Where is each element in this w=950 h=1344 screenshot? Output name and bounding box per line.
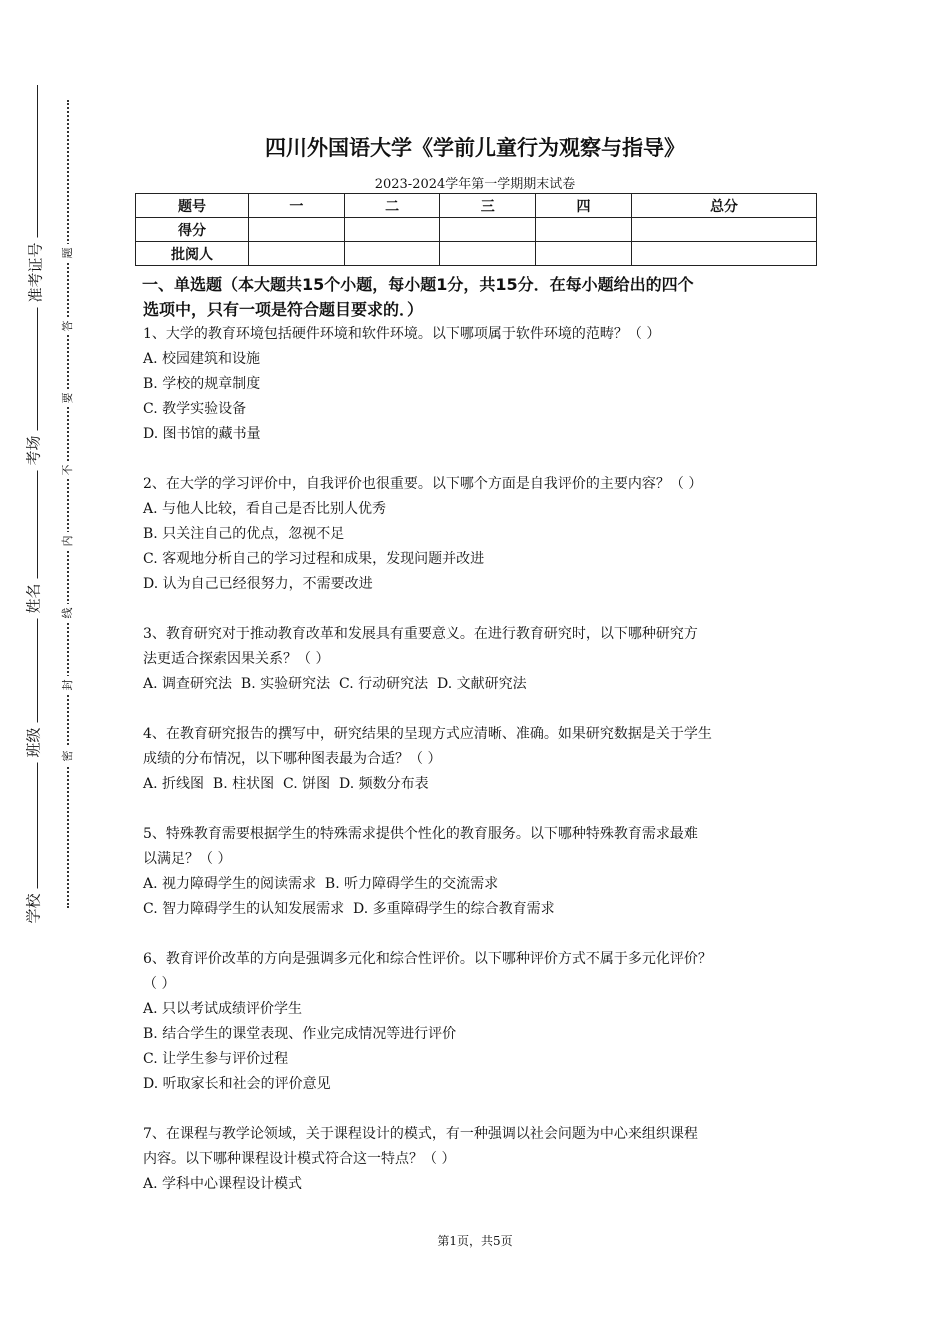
section-heading	[143, 272, 823, 322]
seal-char: 线	[59, 604, 75, 622]
reviewer-cell[interactable]	[344, 242, 440, 266]
answer-option[interactable]: A. 与他人比较，看自己是否比别人优秀	[143, 501, 387, 517]
seal-dotted-line	[67, 100, 69, 908]
seal-char: 要	[59, 389, 75, 407]
binding-solid-line	[37, 85, 38, 925]
section-heading-line: 选项中，只有一项是符合题目要求的．）	[143, 300, 424, 319]
question-stem: 法更适合探索因果关系？（ ）	[143, 651, 330, 667]
answer-option[interactable]: B. 只关注自己的优点，忽视不足	[143, 526, 345, 542]
question-stem: 成绩的分布情况，以下哪种图表最为合适？（ ）	[143, 751, 442, 767]
question-item	[143, 622, 823, 697]
answer-option[interactable]: C. 智力障碍学生的认知发展需求 D. 多重障碍学生的综合教育需求	[143, 901, 555, 917]
reviewer-cell[interactable]	[249, 242, 345, 266]
question-item	[143, 1122, 823, 1197]
answer-option[interactable]: B. 学校的规章制度	[143, 376, 261, 392]
seal-char: 封	[59, 676, 75, 694]
score-cell[interactable]	[440, 218, 536, 242]
question-stem: 4、在教育研究报告的撰写中，研究结果的呈现方式应清晰、准确。如果研究数据是关于学生	[143, 726, 712, 742]
score-table-header-cell: 一	[249, 194, 345, 218]
exam-title: 四川外国语大学《学前儿童行为观察与指导》	[265, 136, 685, 160]
answer-option[interactable]: A. 校园建筑和设施	[143, 351, 261, 367]
answer-option[interactable]: A. 折线图 B. 柱状图 C. 饼图 D. 频数分布表	[143, 776, 429, 792]
score-table-row	[136, 194, 817, 218]
answer-option[interactable]: B. 结合学生的课堂表现、作业完成情况等进行评价	[143, 1026, 457, 1042]
margin-label-exam-room: 考场	[23, 431, 44, 471]
question-item	[143, 322, 823, 447]
score-table-row	[136, 242, 817, 266]
seal-char: 答	[59, 317, 75, 335]
margin-label-exam-number: 准考证号	[25, 238, 46, 308]
section-heading-line: 一、单选题（本大题共15个小题，每小题1分，共15分．在每小题给出的四个	[142, 275, 694, 294]
question-stem: 2、在大学的学习评价中，自我评价也很重要。以下哪个方面是自我评价的主要内容？（ ）	[143, 476, 703, 492]
question-stem: 3、教育研究对于推动教育改革和发展具有重要意义。在进行教育研究时，以下哪种研究方	[143, 626, 698, 642]
reviewer-cell[interactable]	[536, 242, 632, 266]
answer-option[interactable]: A. 视力障碍学生的阅读需求 B. 听力障碍学生的交流需求	[143, 876, 499, 892]
answer-option[interactable]: D. 认为自己已经很努力，不需要改进	[143, 576, 373, 592]
score-table-row	[136, 218, 817, 242]
score-table-header-cell: 总分	[631, 194, 816, 218]
exam-content	[143, 272, 823, 1197]
answer-option[interactable]: C. 让学生参与评价过程	[143, 1051, 289, 1067]
question-item	[143, 722, 823, 797]
score-table-row-header: 批阅人	[136, 242, 249, 266]
question-item	[143, 947, 823, 1097]
score-cell[interactable]	[344, 218, 440, 242]
margin-label-school: 学校	[23, 889, 44, 929]
seal-char: 题	[59, 244, 75, 262]
answer-option[interactable]: D. 图书馆的藏书量	[143, 426, 261, 442]
question-stem: 6、教育评价改革的方向是强调多元化和综合性评价。以下哪种评价方式不属于多元化评价？	[143, 951, 712, 967]
score-cell[interactable]	[249, 218, 345, 242]
question-item	[143, 822, 823, 922]
margin-label-name: 姓名	[23, 579, 44, 619]
answer-option[interactable]: C. 教学实验设备	[143, 401, 247, 417]
reviewer-cell[interactable]	[631, 242, 816, 266]
score-table-header-cell: 题号	[136, 194, 249, 218]
score-table-header-cell: 三	[440, 194, 536, 218]
seal-char: 不	[59, 461, 75, 479]
answer-option[interactable]: A. 学科中心课程设计模式	[143, 1176, 303, 1192]
binding-margin	[0, 0, 90, 1344]
seal-char: 内	[59, 532, 75, 550]
question-stem: 5、特殊教育需要根据学生的特殊需求提供个性化的教育服务。以下哪种特殊教育需求最难	[143, 826, 698, 842]
score-table-header-cell: 四	[536, 194, 632, 218]
seal-char: 密	[59, 747, 75, 765]
answer-option[interactable]: D. 听取家长和社会的评价意见	[143, 1076, 331, 1092]
exam-subtitle: 2023-2024学年第一学期期末试卷	[374, 177, 576, 192]
question-item	[143, 472, 823, 597]
margin-label-class: 班级	[23, 723, 44, 763]
question-stem: 以满足？（ ）	[143, 851, 232, 867]
score-cell[interactable]	[536, 218, 632, 242]
page-footer: 第1页，共5页	[437, 1234, 513, 1248]
score-table-header-cell: 二	[344, 194, 440, 218]
question-list	[143, 322, 823, 1197]
score-table	[135, 193, 817, 266]
answer-option[interactable]: C. 客观地分析自己的学习过程和成果，发现问题并改进	[143, 551, 485, 567]
question-stem: 7、在课程与教学论领域，关于课程设计的模式，有一种强调以社会问题为中心来组织课程	[143, 1126, 698, 1142]
question-stem: 内容。以下哪种课程设计模式符合这一特点？（ ）	[143, 1151, 456, 1167]
question-stem: 1、大学的教育环境包括硬件环境和软件环境。以下哪项属于软件环境的范畴？（ ）	[143, 326, 661, 342]
score-cell[interactable]	[631, 218, 816, 242]
answer-option[interactable]: A. 调查研究法 B. 实验研究法 C. 行动研究法 D. 文献研究法	[143, 676, 527, 692]
reviewer-cell[interactable]	[440, 242, 536, 266]
answer-option[interactable]: A. 只以考试成绩评价学生	[143, 1001, 303, 1017]
question-stem: （ ）	[143, 976, 176, 992]
score-table-row-header: 得分	[136, 218, 249, 242]
